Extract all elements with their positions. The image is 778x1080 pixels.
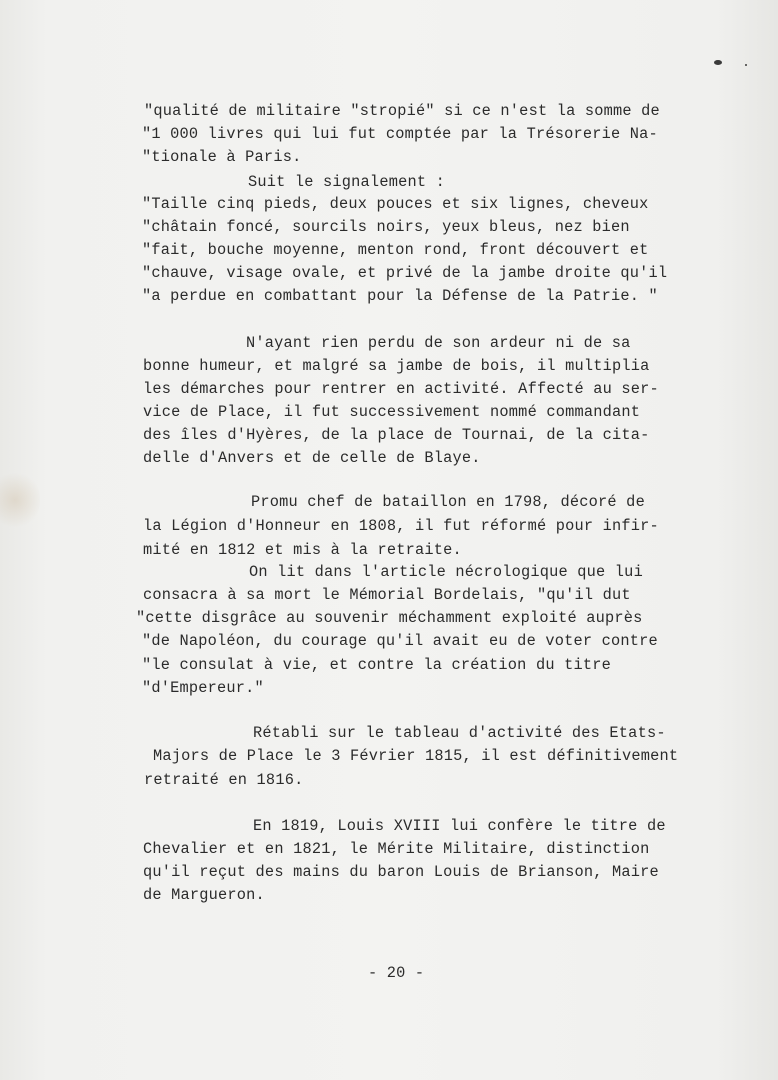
text-line: delle d'Anvers et de celle de Blaye. <box>143 449 481 467</box>
text-line: "chauve, visage ovale, et privé de la jambe droite qu'il <box>142 264 668 282</box>
text-line: "1 000 livres qui lui fut comptée par la Trésorerie Na- <box>142 125 658 143</box>
paper-stain <box>0 470 40 530</box>
text-line: "tionale à Paris. <box>142 148 302 166</box>
text-line: Promu chef de bataillon en 1798, décoré de <box>251 493 645 511</box>
text-line: "de Napoléon, du courage qu'il avait eu de voter contre <box>142 632 658 650</box>
text-line: Chevalier et en 1821, le Mérite Militaire, distinction <box>143 840 650 858</box>
text-line: On lit dans l'article nécrologique que lui <box>249 563 643 581</box>
text-line: les démarches pour rentrer en activité. Affecté au ser- <box>143 380 659 398</box>
text-line: des îles d'Hyères, de la place de Tournai, de la cita- <box>143 426 650 444</box>
text-line: "cette disgrâce au souvenir méchamment exploité auprès <box>136 609 643 627</box>
text-line: la Légion d'Honneur en 1808, il fut réformé pour infir- <box>143 517 659 535</box>
text-line: retraité en 1816. <box>144 771 304 789</box>
ink-speck <box>745 64 747 66</box>
text-line: "fait, bouche moyenne, menton rond, front découvert et <box>142 241 649 259</box>
page-number: - 20 - <box>368 964 425 982</box>
text-line: "châtain foncé, sourcils noirs, yeux bleus, nez bien <box>142 218 630 236</box>
text-line: Suit le signalement : <box>248 173 445 191</box>
text-line: mité en 1812 et mis à la retraite. <box>143 541 462 559</box>
text-line: "a perdue en combattant pour la Défense de la Patrie. " <box>142 287 658 305</box>
ink-speck <box>714 60 722 65</box>
text-line: "qualité de militaire "stropié" si ce n'est la somme de <box>144 102 660 120</box>
text-line: Majors de Place le 3 Février 1815, il est définitivement <box>153 747 679 765</box>
text-line: "le consulat à vie, et contre la création du titre <box>142 656 611 674</box>
text-line: consacra à sa mort le Mémorial Bordelais, "qu'il dut <box>143 586 631 604</box>
text-line: bonne humeur, et malgré sa jambe de bois, il multiplia <box>143 357 650 375</box>
text-line: "d'Empereur." <box>142 679 264 697</box>
text-line: vice de Place, il fut successivement nommé commandant <box>143 403 641 421</box>
text-line: qu'il reçut des mains du baron Louis de Brianson, Maire <box>143 863 659 881</box>
text-line: de Margueron. <box>143 886 265 904</box>
text-line: En 1819, Louis XVIII lui confère le titre de <box>253 817 666 835</box>
text-line: "Taille cinq pieds, deux pouces et six lignes, cheveux <box>142 195 649 213</box>
text-line: Rétabli sur le tableau d'activité des Etats- <box>253 724 666 742</box>
text-line: N'ayant rien perdu de son ardeur ni de sa <box>246 334 631 352</box>
